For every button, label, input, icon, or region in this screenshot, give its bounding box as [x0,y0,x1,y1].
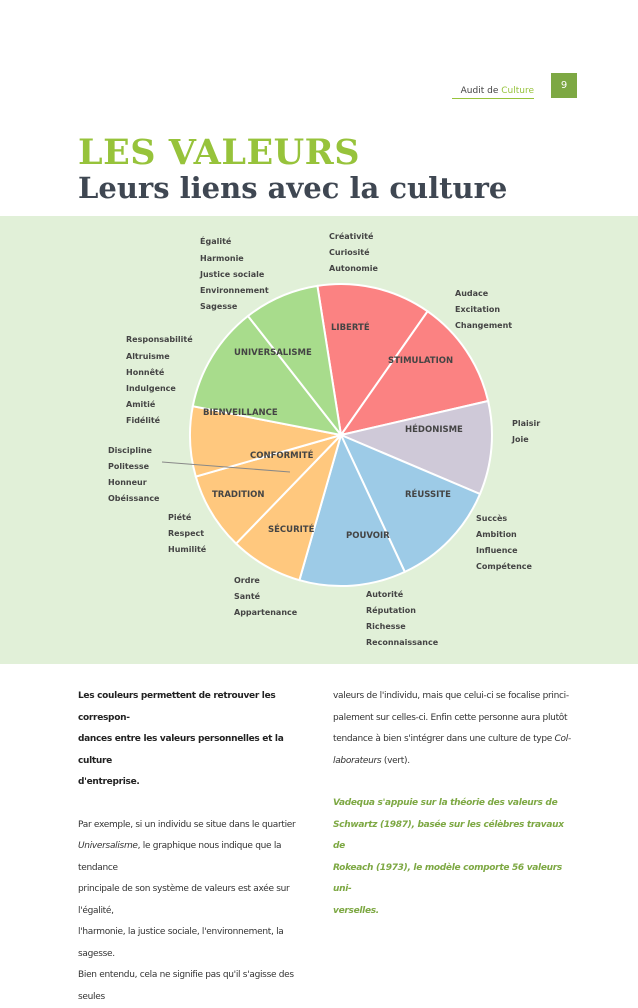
value-creativite: Créativité [329,232,374,241]
value-honnetete: Honnêté [126,368,165,377]
term-collaborateurs-end: laborateurs [333,755,382,766]
intro-line-3: d'entreprise. [78,777,140,787]
sector-label-hedonisme: HÉDONISME [405,425,463,435]
value-sagesse: Sagesse [200,302,238,311]
value-reconnaissance: Reconnaissance [366,638,439,647]
value-justice-sociale: Justice sociale [200,270,265,279]
body-line-1: Par exemple, si un individu se situe dans le quartier [78,819,296,830]
value-excitation: Excitation [455,305,501,314]
header-rule [452,98,534,99]
value-politesse: Politesse [108,462,150,471]
value-reputation: Réputation [366,606,416,615]
value-ambition: Ambition [476,530,517,539]
header-prefix: Audit de [460,86,499,96]
value-piete: Piété [168,513,192,522]
body-line-3: principale de son système de valeurs est axée sur l'égalité, [78,884,290,916]
body-line-4: l'harmonie, la justice sociale, l'environnement, la sagesse. [78,927,284,959]
body-column-right [333,686,573,922]
page-number: 9 [551,73,577,98]
body-line-9 [333,751,573,773]
sector-label-conformite: CONFORMITÉ [250,451,314,461]
value-joie: Joie [512,435,529,444]
body-column-left [78,686,318,1008]
intro-line-2: dances entre les valeurs personnelles et la culture [78,734,284,766]
values-diagram-panel [0,216,638,664]
value-environnement: Environnement [200,286,269,295]
value-appartenance: Appartenance [234,608,298,617]
highlight-line-4: verselles. [333,905,379,916]
value-changement: Changement [455,321,513,330]
running-header [461,86,534,96]
body-line-7: palement sur celles-ci. Enfin cette personne aura plutôt [333,712,568,723]
body-line-8 [333,729,573,751]
value-autorite: Autorité [366,590,404,599]
value-indulgence: Indulgence [126,384,176,393]
value-influence: Influence [476,546,518,555]
value-respect: Respect [168,529,205,538]
intro-line-1: Les couleurs permettent de retrouver les correspon- [78,691,276,723]
value-competence: Compétence [476,562,532,571]
value-sante: Santé [234,592,261,601]
value-harmonie: Harmonie [200,254,244,263]
term-universalisme: Universalisme [78,841,138,851]
value-discipline: Discipline [108,446,152,455]
value-altruisme: Altruisme [126,352,170,361]
highlight-line-3: Rokeach (1973), le modèle comporte 56 valeurs uni- [333,862,562,894]
value-plaisir: Plaisir [512,419,541,428]
body-line-8-text: tendance à bien s'intégrer dans une culture de type [333,734,555,744]
value-egalite: Égalité [200,237,232,246]
body-line-6: valeurs de l'individu, mais que celui-ci se focalise princi- [333,691,569,701]
highlight-line-1: Vadequa s'appuie sur la théorie des valeurs de [333,798,558,808]
sector-label-stimulation: STIMULATION [388,356,454,366]
value-honneur: Honneur [108,478,147,487]
highlight-line-2: Schwartz (1987), basée sur les célèbres travaux de [333,819,564,851]
page-title: LES VALEURS [78,132,361,173]
value-responsabilite: Responsabilité [126,335,193,344]
value-obeissance: Obéissance [108,494,160,503]
value-fidelite: Fidélité [126,416,161,425]
value-curiosite: Curiosité [329,248,370,257]
body-line-5: Bien entendu, cela ne signifie pas qu'il s'agisse des seules [78,970,294,1002]
values-pie-diagram [0,216,638,664]
sector-label-universalisme: UNIVERSALISME [234,348,312,358]
body-line-2-rest: , le graphique nous indique que la tendance [78,841,282,873]
value-succes: Succès [476,514,508,523]
header-accent: Culture [501,86,534,96]
value-amitie: Amitié [126,400,156,409]
body-line-9-rest: (vert). [381,755,410,766]
value-richesse: Richesse [366,622,406,631]
sector-label-bienveillance: BIENVEILLANCE [203,408,278,418]
page-subtitle: Leurs liens avec la culture [78,171,508,205]
sector-label-liberte: LIBERTÉ [331,323,370,333]
sector-label-tradition: TRADITION [212,490,265,500]
sector-label-reussite: RÉUSSITE [405,490,451,500]
value-autonomie: Autonomie [329,264,378,273]
sector-label-pouvoir: POUVOIR [346,531,390,541]
body-line-2 [78,836,318,879]
value-ordre: Ordre [234,576,260,585]
value-audace: Audace [455,289,489,298]
term-collaborateurs-start: Col- [554,734,571,744]
sector-label-securite: SÉCURITÉ [268,525,315,535]
value-humilite: Humilité [168,545,207,554]
